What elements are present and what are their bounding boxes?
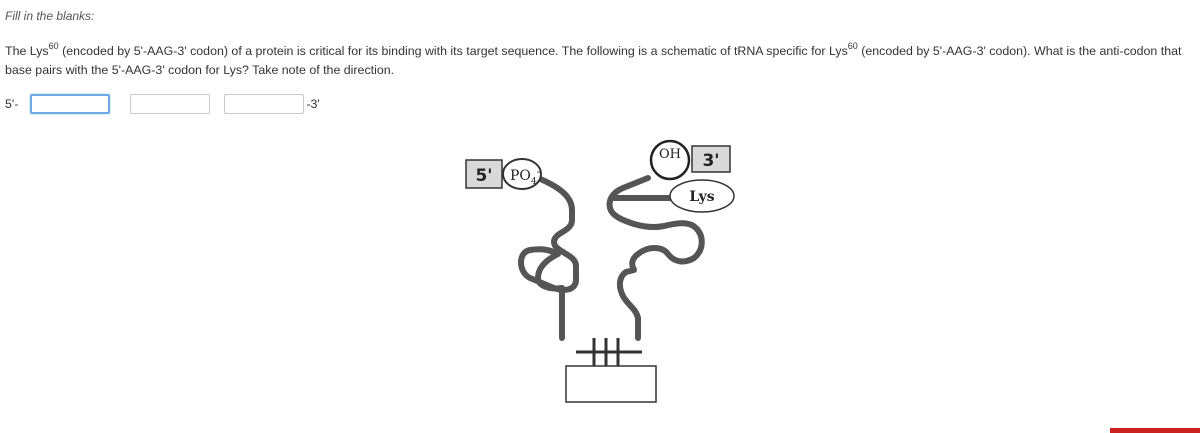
- five-prime-label: 5': [475, 166, 493, 186]
- hydroxyl-label: OH: [659, 147, 681, 162]
- question-part-3: (encoded by 5'-AAG-3' codon). What is the anti-codon that base pairs with the 5'-AAG-3' codon for Lys? Take note of the direction.: [5, 44, 1182, 77]
- instruction-text: Fill in the blanks:: [5, 9, 95, 23]
- phosphate-label: $PO_4^-$: [510, 167, 541, 187]
- blank-input-1[interactable]: [30, 94, 110, 114]
- superscript-60: 60: [48, 40, 59, 51]
- trna-schematic: [458, 138, 748, 408]
- answer-row: [5, 92, 320, 116]
- question-part-1: The Lys: [5, 44, 49, 58]
- question-part-2: (encoded by 5'-AAG-3' codon) of a protein is critical for its binding with its target sequence. The following is a schematic of tRNA specific for Lys: [58, 44, 848, 58]
- blank-input-3[interactable]: [224, 94, 304, 114]
- prefix-label: 5'-: [5, 97, 19, 111]
- suffix-label: -3': [306, 97, 320, 111]
- three-prime-label: 3': [702, 151, 720, 171]
- blank-input-2[interactable]: [130, 94, 210, 114]
- question-text: [5, 42, 1195, 80]
- superscript-60: 60: [847, 40, 858, 51]
- anticodon-box: [566, 366, 656, 402]
- lysine-label: Lys: [689, 189, 715, 205]
- progress-bar: [1110, 428, 1200, 433]
